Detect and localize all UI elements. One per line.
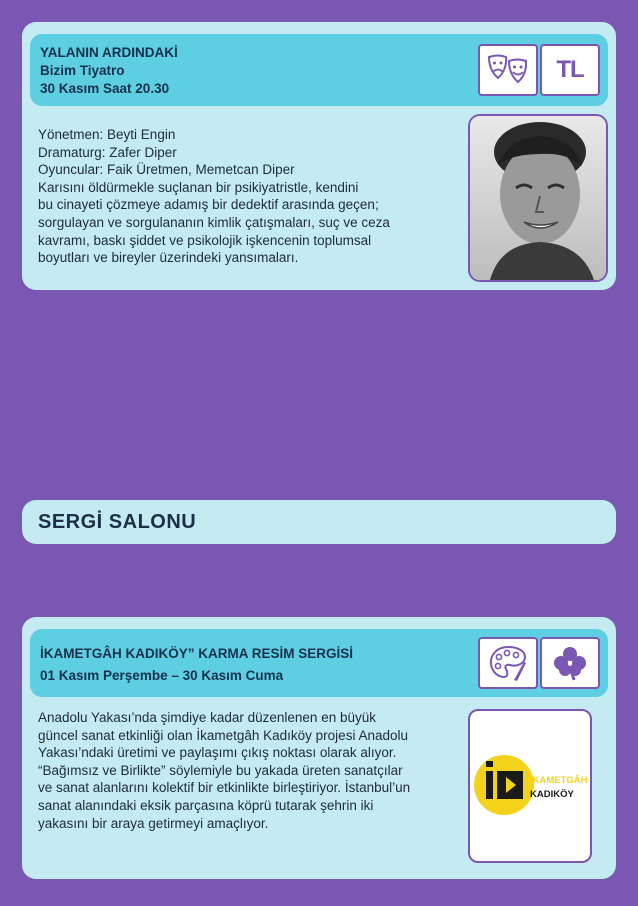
event-header	[30, 34, 608, 106]
logo-text-line1: İKAMETGÂH	[530, 775, 588, 786]
event-header-text	[40, 44, 178, 98]
tl-label: TL	[556, 56, 584, 83]
event-card-exhibition	[22, 617, 616, 879]
ikametgah-logo	[468, 709, 592, 863]
event-title: İKAMETGÂH KADIKÖY” KARMA RESİM SERGİSİ	[40, 646, 354, 661]
event-line: sorgulayan ve sorgulananın kimlik çatışmaları, suç ve ceza	[38, 214, 390, 230]
event-header-text	[40, 643, 353, 687]
event-line: sanat alanındaki eksik parçasına köprü tutarak şehrin iki	[38, 797, 374, 813]
event-line: Oyuncular: Faik Üretmen, Memetcan Diper	[38, 162, 295, 178]
section-header-card	[22, 500, 616, 544]
event-line: bu cinayeti çözmeye adamış bir dedektif arasında geçen;	[38, 197, 379, 213]
event-card-theater	[22, 22, 616, 290]
event-line: güncel sanat etkinliği olan İkametgâh Kadıköy projesi Anadolu	[38, 727, 408, 743]
event-description	[38, 709, 458, 832]
event-date: 30 Kasım Saat 20.30	[40, 81, 170, 96]
section-title: SERGİ SALONU	[38, 511, 197, 533]
event-line: kavramı, baskı şiddet ve psikolojik işkencenin toplumsal	[38, 232, 372, 248]
event-line: Dramaturg: Zafer Diper	[38, 144, 177, 160]
event-venue: Bizim Tiyatro	[40, 63, 125, 78]
actor-photo	[468, 114, 608, 282]
tl-icon	[540, 44, 600, 96]
event-line: Yakası’ndaki üretimi ve paylaşımı çıkış noktası olarak alıyor.	[38, 745, 397, 761]
event-header	[30, 629, 608, 697]
event-date: 01 Kasım Perşembe – 30 Kasım Cuma	[40, 668, 284, 683]
event-line: “Bağımsız ve Birlikte” söylemiyle bu yakada üreten sanatçılar	[38, 762, 403, 778]
event-line: boyutları ve bireyler üzerindeki yansımaları.	[38, 250, 299, 266]
palette-icon	[478, 637, 538, 689]
event-description	[38, 126, 448, 267]
event-line: Yönetmen: Beyti Engin	[38, 127, 176, 142]
event-line: Karısını öldürmekle suçlanan bir psikiyatristle, kendini	[38, 179, 359, 195]
event-title: YALANIN ARDINDAKİ	[40, 45, 178, 60]
event-line: ve sanat alanlarını kolektif bir etkinlikte birleştiriyor. İstanbul’un	[38, 780, 411, 796]
theater-masks-icon	[478, 44, 538, 96]
event-line: yakasını bir araya getirmeyi amaçlıyor.	[38, 815, 269, 831]
clover-icon	[540, 637, 600, 689]
event-line: Anadolu Yakası’nda şimdiye kadar düzenlenen en büyük	[38, 710, 376, 725]
logo-text-line2: KADIKÖY	[530, 789, 574, 800]
